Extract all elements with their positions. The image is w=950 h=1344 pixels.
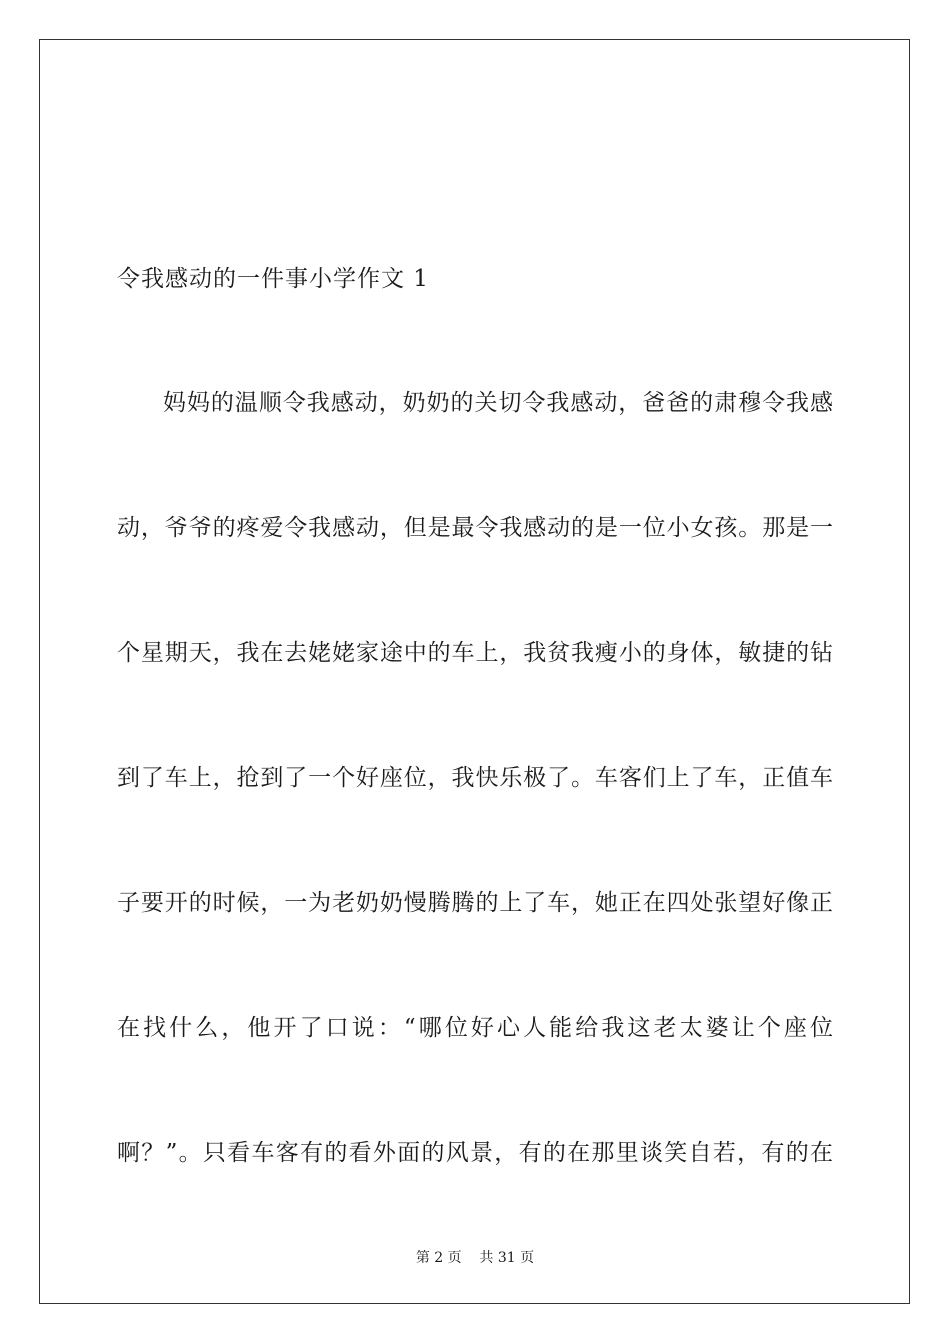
page-border <box>39 39 910 1304</box>
paragraph-line-1: 妈妈的温顺令我感动，奶奶的关切令我感动，爸爸的肃穆令我感 <box>163 390 833 416</box>
paragraph-line-3: 个星期天，我在去姥姥家途中的车上，我贫我瘦小的身体，敏捷的钻 <box>117 640 833 666</box>
paragraph-line-6: 在找什么，他开了口说：“哪位好心人能给我这老太婆让个座位 <box>117 1015 833 1041</box>
document-title: 令我感动的一件事小学作文 1 <box>117 266 429 292</box>
paragraph-line-7: 啊？”。只看车客有的看外面的风景，有的在那里谈笑自若，有的在 <box>117 1140 833 1166</box>
paragraph-line-5: 子要开的时候，一为老奶奶慢腾腾的上了车，她正在四处张望好像正 <box>117 890 833 916</box>
paragraph-line-4: 到了车上，抢到了一个好座位，我快乐极了。车客们上了车，正值车 <box>117 765 833 791</box>
paragraph-line-2: 动，爷爷的疼爱令我感动，但是最令我感动的是一位小女孩。那是一 <box>117 515 833 541</box>
page-number-footer: 第 2 页 共 31 页 <box>415 1250 535 1266</box>
